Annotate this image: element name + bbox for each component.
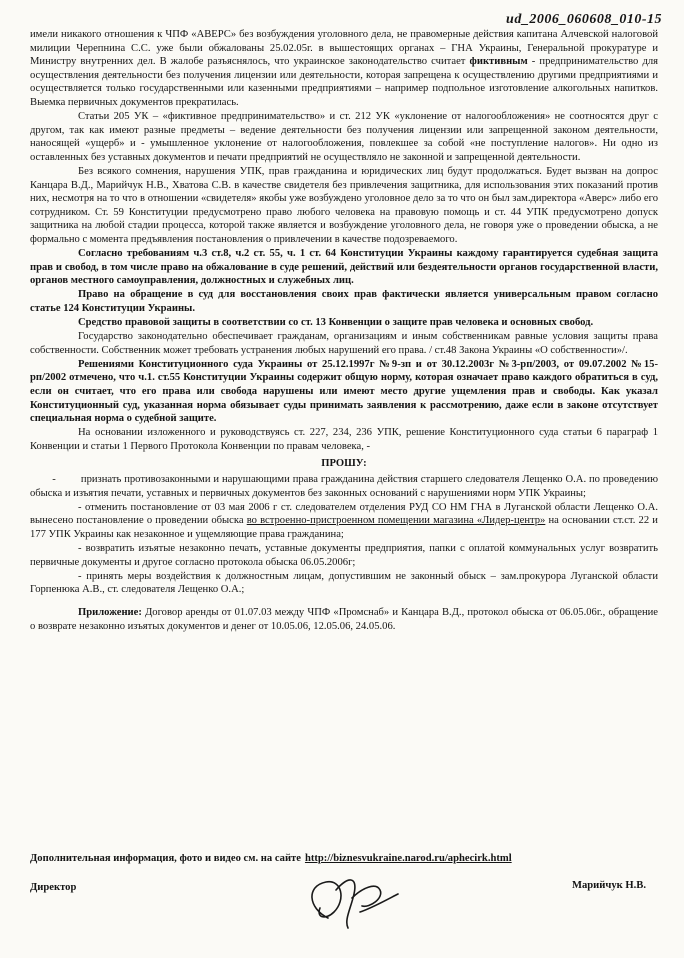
signature-block [30, 880, 660, 940]
request-item-2-end: на основании ст.ст. 22 и 177 УПК Украины как незаконное и ущемляющие права гражданина; [30, 515, 658, 540]
additional-info [30, 853, 660, 864]
website-link[interactable]: http://biznesvukraine.narod.ru/aphecirk.html [304, 853, 512, 864]
paragraph-5: Право на обращение в суд для восстановления своих прав фактически является универсальным правом согласно статье 124 Конституции Украины. [30, 289, 658, 314]
paragraph-1 [30, 28, 658, 110]
paragraph-7: Государство законодательно обеспечивает гражданам, организациям и иным собственникам равные условия защиты права собственности. Собственник может требовать устранения любых нарушений его права. / ст.48 Закона Украины «О собственности»/. [30, 331, 658, 356]
request-heading: ПРОШУ: [321, 458, 367, 470]
request-item-2-text: - отменить постановление от 03 мая 2006 г ст. следователем отделения РУД СО НМ ГНА в Луганской области Лещенко О.А. вынесено постановление о проведении обыска [30, 501, 658, 527]
paragraph-6: Средство правовой защиты в соответствии со ст. 13 Конвенции о защите прав человека и основных свобод. [78, 316, 594, 328]
paragraph-1-text: имели никакого отношения к ЧПФ «АВЕРС» без возбуждения уголовного дела, не правомерные действия капитана Алчевской налоговой милиции Черепнина С.С. уже были обжалованы 25.02.05г. в вышестоящих органах – ГНА Украины, Генеральной прокуратуре и Министру внутренних дел. В жалобе разъяснялось, что украинское законодательство считает [30, 29, 658, 68]
paragraph-1-bold: фиктивным [469, 56, 528, 68]
paragraph-1-end: - предпринимательство для осуществления деятельности без получения лицензии или деятельности, которая запрещена к осуществлению другими предприятиями и осуществляется только государственными или казенными предприятиями – например подпольное изготовление алкогольных напитков. Выемка первичных документов прекратилась. [30, 56, 658, 108]
document-body [30, 28, 658, 634]
request-item-1-dash: - [52, 474, 56, 485]
request-item-1 [30, 473, 658, 500]
appendix-text: Договор аренды от 01.07.03 между ЧПФ «Промснаб» и Канцара В.Д., протокол обыска от 06.05.06г., обращение о возврате незаконно изъятых документов и денег от 10.05.06, 12.05.06, 24.05.06. [30, 607, 658, 632]
spacer [30, 597, 658, 606]
paragraph-9: На основании изложенного и руководствуясь ст. 227, 234, 236 УПК, решение Конституционного суда статьи 6 параграф 1 Конвенции и статьи 1 Первого Протокола Конвенции по правам человека, - [30, 427, 658, 452]
handwritten-signature [298, 868, 408, 938]
paragraph-3: Без всякого сомнения, нарушения УПК, прав гражданина и юридических лиц будут продолжаться. Будет вызван на допрос Канцара В.Д., Марийчук Н.В., Хватова С.В. в качестве свидетеля без привлечения защитника, для использования этих показаний против них, несмотря на то что в отношении «свидетеля» якобы уже возбуждено уголовное дело за то что он был зам.директора «Аверс» либо его сотрудником. Ст. 59 Конституции предусмотрено право любого человека на правовую помощь и ст. 44 УПК предусмотрено допуск защитника на любой стадии процесса, которой также является и возбуждение уголовного дела, не говоря уже о проведении обыска, а не формально с момента предъявления постановления о привлечении в качестве подозреваемого. [30, 165, 658, 245]
paragraph-2: Статьи 205 УК – «фиктивное предпринимательство» и ст. 212 УК «уклонение от налогообложения» не соотносятся друг с другом, так как имеют разные предметы – ведение деятельности без получения лицензии или запрещенной законом деятельности, наносящей «ущерб» и - умышленное уклонение от налогообложения, повлекшее за собой «не поступление налогов». Ни одно из оставленных без уставных документов и печати предприятий не осуществляло не законной и запрещенной деятельности. [30, 111, 658, 163]
request-item-2 [30, 501, 658, 542]
document-id: ud_2006_060608_010-15 [506, 12, 662, 27]
signer-position: Директор [30, 882, 77, 893]
appendix [30, 606, 658, 633]
request-item-4: - принять меры воздействия к должностным лицам, допустившим не законный обыск – зам.прокурора Луганской области Горпенюка А.В., ст. следователя Лещенко О.А.; [30, 570, 658, 596]
request-item-2-underlined: во встроенно-пристроенном помещении магазина «Лидер-центр» [246, 515, 546, 527]
paragraph-4: Согласно требованиям ч.3 ст.8, ч.2 ст. 55, ч. 1 ст. 64 Конституции Украины каждому гарантируется судебная защита прав и свобод, в том числе право на обжалование в суде решений, действий или бездеятельности органов государственной власти, органов местного самоуправления, должностных и служебных лиц. [30, 248, 658, 287]
additional-info-label: Дополнительная информация, фото и видео см. на сайте [30, 853, 301, 864]
request-item-1-text: признать противозаконными и нарушающими права гражданина действия старшего следователя Лещенко О.А. по проведению обыска и изъятия печати, уставных и первичных документов без законных оснований с нарушениями норм УПК Украины; [30, 474, 658, 499]
appendix-label: Приложение: [78, 607, 142, 619]
request-item-3: - возвратить изъятые незаконно печать, уставные документы предприятия, папки с оплатой коммунальных услуг возвратить первичные документы и другое согласно протокола обыска 06.05.2006г; [30, 542, 658, 568]
paragraph-8: Решениями Конституционного суда Украины от 25.12.1997г №9-зп и от 30.12.2003г №3-рп/2003, от 09.07.2002 №15-рп/2002 отмечено, что ч.1. ст.55 Конституции Украины содержит общую норму, которая означает право каждого обратиться в суд, если он считает, что его права или свобода нарушены или имеют место другие ущемления прав и свободы. Как указал Конституционный суд, указанная норма обязывает суды принимать заявления к рассмотрению, даже если в законе отсутствует специальная норма о судебной защите. [30, 358, 658, 425]
signer-name: Марийчук Н.В. [571, 880, 646, 891]
